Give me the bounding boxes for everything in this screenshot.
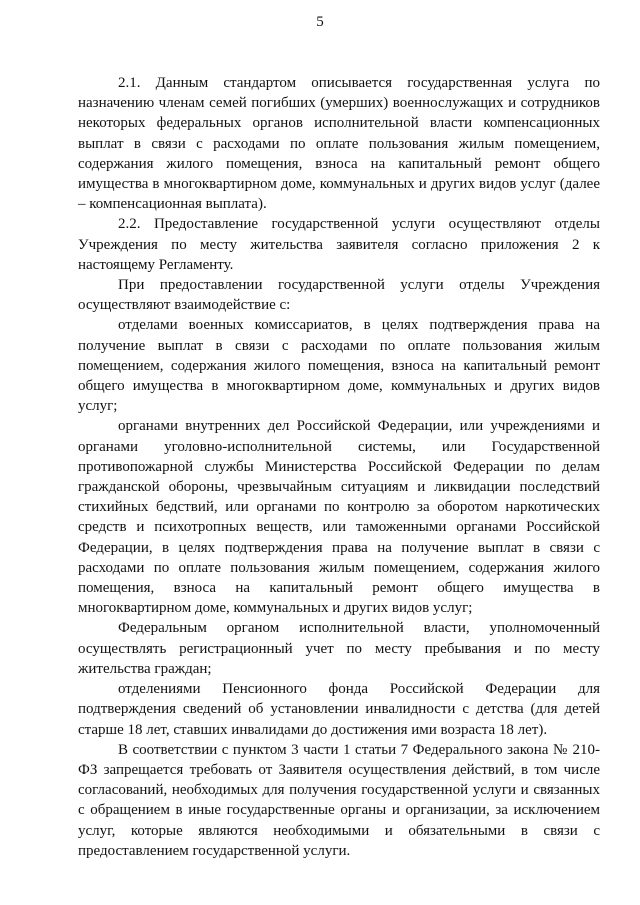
document-body [78, 73, 600, 861]
paragraph-2-2: 2.2. Предоставление государственной услуги осуществляют отделы Учреждения по месту жительства заявителя согласно приложения 2 к настоящему Регламенту. [78, 216, 600, 273]
paragraph-interaction-intro: При предоставлении государственной услуги отделы Учреждения осуществляют взаимодействие с: [78, 277, 600, 314]
paragraph-federal-executive-body: Федеральным органом исполнительной власти, уполномоченный осуществлять регистрационный учет по месту пребывания и по месту жительства граждан; [78, 620, 600, 677]
paragraph-internal-affairs: органами внутренних дел Российской Федерации, или учреждениями и органами уголовно-исполнительной системы, или Государственной противопожарной службы Министерства Российской Федерации по делам гражданской обороны, чрезвычайным ситуациям и ликвидации последствий стихийных бедствий, или органами по контролю за оборотом наркотических средств и психотропных веществ, или таможенными органами Российской Федерации, в целях подтверждения права на получение выплат в связи с расходами по оплате пользования жилым помещением, содержания жилого помещения, взноса на капитальный ремонт общего имущества в многоквартирном доме, коммунальных и других видов услуг; [78, 418, 600, 617]
paragraph-federal-law-210: В соответствии с пунктом 3 части 1 статьи 7 Федерального закона № 210-ФЗ запрещается требовать от Заявителя осуществления действий, в том числе согласований, необходимых для получения государственной услуги и связанных с обращением в иные государственные органы и организации, за исключением услуг, которые являются необходимыми и обязательными в связи с предоставлением государственной услуги. [78, 741, 600, 859]
paragraph-military-commissariats: отделами военных комиссариатов, в целях подтверждения права на получение выплат в связи с расходами по оплате пользования жилым помещением, содержания жилого помещения, взноса на капитальный ремонт общего имущества в многоквартирном доме, коммунальных и других видов услуг; [78, 317, 600, 415]
page-number: 5 [316, 14, 324, 30]
paragraph-2-1: 2.1. Данным стандартом описывается государственная услуга по назначению членам семей погибших (умерших) военнослужащих и сотрудников некоторых федеральных органов исполнительной власти компенсационных выплат в связи с расходами по оплате пользования жилым помещением, содержания жилого помещения, взноса на капитальный ремонт общего имущества в многоквартирном доме, коммунальных и других видов услуг (далее – компенсационная выплата). [78, 75, 600, 213]
paragraph-pension-fund: отделениями Пенсионного фонда Российской Федерации для подтверждения сведений об установлении инвалидности с детства (для детей старше 18 лет, ставших инвалидами до достижения ими возраста 18 лет). [78, 681, 600, 738]
